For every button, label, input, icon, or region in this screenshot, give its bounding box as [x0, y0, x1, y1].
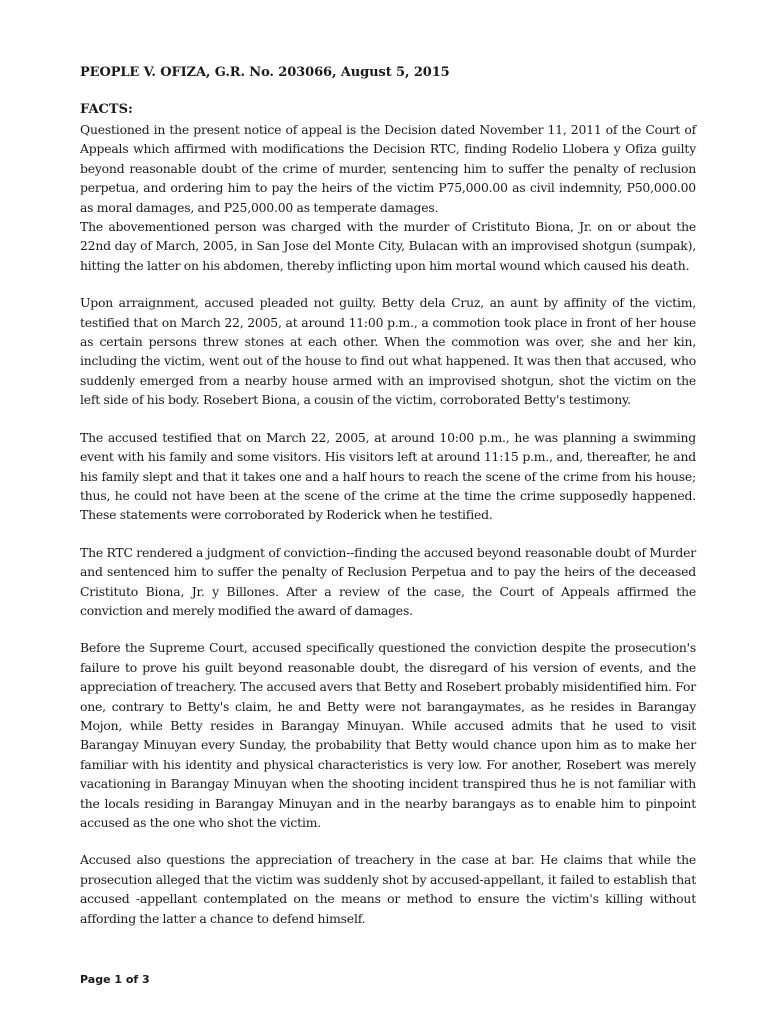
- paragraph: Questioned in the present notice of appeal is the Decision dated November 11, 2011 of the Court of Appeals which affirmed with modifications the Decision RTC, finding Rodelio Llobera y Ofiza guilty beyond reasonable doubt of the crime of murder, sentencing him to suffer the penalty of reclusion perpetua, and ordering him to pay the heirs of the victim P75,000.00 as civil indemnity, P50,000.00 as moral damages, and P25,000.00 as temperate damages.: [80, 122, 696, 215]
- paragraph: Accused also questions the appreciation of treachery in the case at bar. He claims that while the prosecution alleged that the victim was suddenly shot by accused-appellant, it failed to establish that accused -appellant contemplated on the means or method to ensure the victim's killing without affording the latter a chance to defend himself.: [80, 852, 696, 926]
- paragraph: Upon arraignment, accused pleaded not guilty. Betty dela Cruz, an aunt by affinity of the victim, testified that on March 22, 2005, at around 11:00 p.m., a commotion took place in front of her house as certain persons threw stones at each other. When the commotion was over, she and her kin, including the victim, went out of the house to find out what happened. It was then that accused, who suddenly emerged from a nearby house armed with an improvised shotgun, shot the victim on the left side of his body. Rosebert Biona, a cousin of the victim, corroborated Betty's testimony.: [80, 295, 696, 408]
- facts-heading: FACTS:: [80, 102, 133, 117]
- paragraph: Before the Supreme Court, accused specifically questioned the conviction despite the prosecution's failure to prove his guilt beyond reasonable doubt, the disregard of his version of events, and the appreciation of treachery. The accused avers that Betty and Rosebert probably misidentified him. For one, contrary to Betty's claim, he and Betty were not barangaymates, as he resides in Barangay Mojon, while Betty resides in Barangay Minuyan. While accused admits that he used to visit Barangay Minuyan every Sunday, the probability that Betty would chance upon him as to make her familiar with his identity and physical characteristics is very low. For another, Rosebert was merely vacationing in Barangay Minuyan when the shooting incident transpired thus he is not familiar with the locals residing in Barangay Minuyan and in the nearby barangays as to enable him to pinpoint accused as the one who shot the victim.: [80, 640, 696, 830]
- document-body: [80, 63, 696, 928]
- paragraph: The abovementioned person was charged with the murder of Cristituto Biona, Jr. on or about the 22nd day of March, 2005, in San Jose del Monte City, Bulacan with an improvised shotgun (sumpak), hitting the latter on his abdomen, thereby inflicting upon him mortal wound which caused his death.: [80, 219, 696, 273]
- paragraph: The accused testified that on March 22, 2005, at around 10:00 p.m., he was planning a swimming event with his family and some visitors. His visitors left at around 11:15 p.m., and, thereafter, he and his family slept and that it takes one and a half hours to reach the scene of the crime from his house; thus, he could not have been at the scene of the crime at the time the crime supposedly happened. These statements were corroborated by Roderick when he testified.: [80, 429, 696, 523]
- page-number: Page 1 of 3: [80, 973, 150, 986]
- case-title: PEOPLE V. OFIZA, G.R. No. 203066, August 5, 2015: [80, 65, 450, 80]
- paragraph: The RTC rendered a judgment of conviction--finding the accused beyond reasonable doubt of Murder and sentenced him to suffer the penalty of Reclusion Perpetua and to pay the heirs of the deceased Cristituto Biona, Jr. y Billones. After a review of the case, the Court of Appeals affirmed the conviction and merely modified the award of damages.: [80, 544, 696, 618]
